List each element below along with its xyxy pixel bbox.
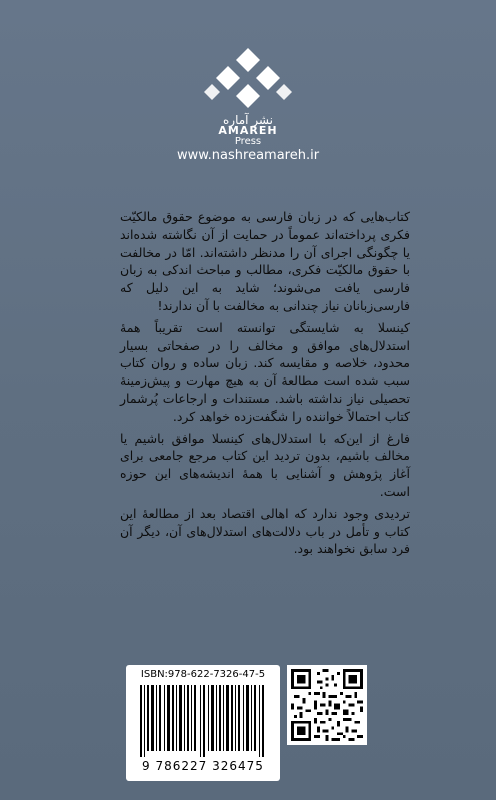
publisher-website: www.nashreamareh.ir (176, 148, 320, 163)
publisher-press-label: Press (234, 136, 262, 147)
blurb-paragraph: تردیدی وجود ندارد که اهالی اقتصاد بعد از مطالعهٔ این کتاب و تأمل در باب دلالت‌های استدلال‌های آن، دیگر آن فرد سابق نخواهند بود. (120, 505, 410, 557)
blurb-paragraph: فارغ از این‌که با استدلال‌های کینسلا موافق باشیم یا مخالف باشیم، بدون تردید این کتاب مرجع جامعی برای آغاز پژوهش و آشنایی با همهٔ اندیشه‌های این حوزه است. (120, 430, 410, 499)
blurb-paragraph: کتاب‌هایی که در زبان فارسی به موضوع حقوق مالکیّت فکری پرداخته‌اند عموماً در حمایت از آن نگاشته شده‌اند یا چگونگی اجرای آن را مدنظر داشته‌اند. امّا در مخالفت با حقوق مالکیّت فکری، مطالب و مباحث اندکی به زبان فارسی یافت می‌شوند؛ شاید به این دلیل که فارسی‌زبانان نیاز چندانی به مخالفت با آن ندارند! (120, 209, 410, 313)
publisher-name-persian: نشر آماره (223, 113, 273, 127)
qr-code-icon (291, 669, 363, 741)
blurb-paragraph: کینسلا به شایستگی توانسته است تقریباً همهٔ استدلال‌های موافق و مخالف را در صفحاتی بسیار محدود، خلاصه و مقایسه کند. زبان ساده و روان کتاب سبب شده است مطالعهٔ آن به هیچ مهارت و پیش‌زمینهٔ تحصیلی نیاز نداشته باشد. مستندات و ارجاعات پُرشمار کتاب احتمالاً خواننده را شگفت‌زده خواهد کرد. (120, 319, 410, 424)
isbn-barcode-panel (126, 665, 280, 781)
barcode-icon (138, 685, 268, 757)
isbn-label: ISBN:978-622-7326-47-5 (140, 669, 266, 680)
publisher-name-english: AMAREH (218, 124, 278, 137)
qr-code-panel (287, 665, 367, 745)
isbn-digits: 9 786227 326475 (142, 759, 264, 773)
back-cover-blurb (120, 208, 410, 562)
